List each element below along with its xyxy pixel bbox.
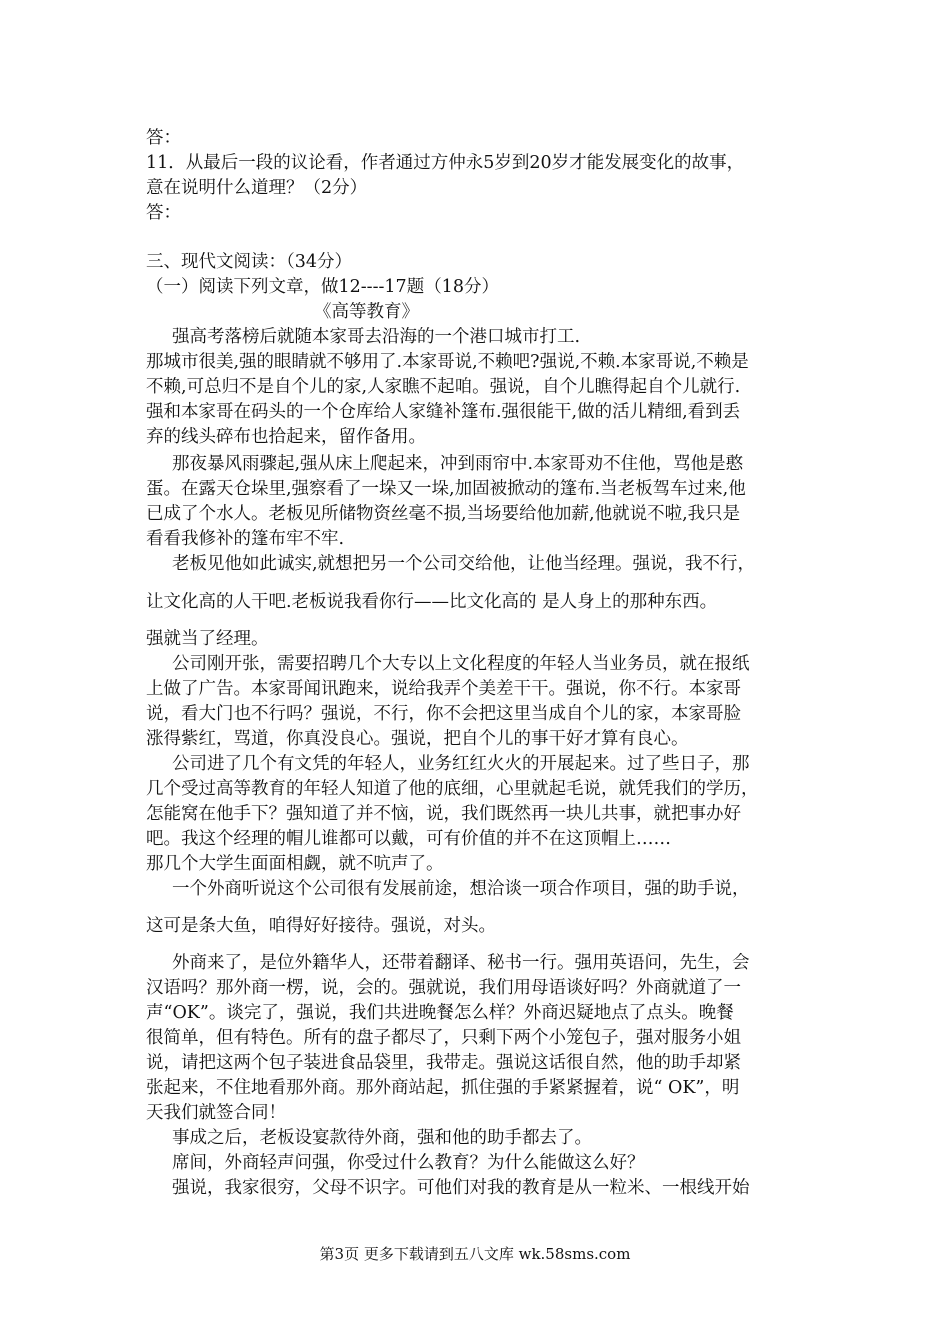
paragraph-line: 不赖,可总归不是自个儿的家,人家瞧不起咱。强说，自个儿瞧得起自个儿就行.	[146, 377, 741, 397]
paragraph-line: 这可是条大鱼，咱得好好接待。强说，对头。	[146, 916, 496, 936]
paragraph-line: 天我们就签合同！	[146, 1103, 286, 1123]
paragraph-line: 事成之后，老板设宴款待外商，强和他的助手都去了。	[172, 1128, 592, 1148]
question-11: 11．从最后一段的议论看，作者通过方仲永5岁到20岁才能发展变化的故事，	[146, 153, 745, 173]
paragraph-line: 强说，我家很穷，父母不识字。可他们对我的教育是从一粒米、一根线开始	[172, 1178, 750, 1198]
paragraph-line: 外商来了，是位外籍华人，还带着翻译、秘书一行。强用英语问，先生，会	[172, 953, 750, 973]
answer-line: 答：	[146, 128, 181, 148]
paragraph-line: 很简单，但有特色。所有的盘子都尽了，只剩下两个小笼包子，强对服务小姐	[146, 1028, 741, 1048]
page-footer: 第3页 更多下载请到五八文库 wk.58sms.com	[319, 1245, 631, 1263]
paragraph-line: 那城市很美,强的眼睛就不够用了.本家哥说,不赖吧?强说,不赖.本家哥说,不赖是	[146, 352, 749, 372]
paragraph-line: 席间，外商轻声问强，你受过什么教育？为什么能做这么好？	[172, 1153, 645, 1173]
paragraph-line: 几个受过高等教育的年轻人知道了他的底细，心里就起毛说，就凭我们的学历，	[146, 779, 759, 799]
paragraph-line: 涨得紫红，骂道，你真没良心。强说，把自个儿的事干好才算有良心。	[146, 729, 689, 749]
question-11-cont: 意在说明什么道理？（2分）	[146, 178, 368, 198]
paragraph-line: 弃的线头碎布也拾起来，留作备用。	[146, 427, 426, 447]
paragraph-line: 公司进了几个有文凭的年轻人，业务红红火火的开展起来。过了些日子，那	[172, 754, 750, 774]
paragraph-line: 声“OK”。谈完了，强说，我们共进晚餐怎么样？外商迟疑地点了点头。晚餐	[146, 1003, 734, 1023]
paragraph-line: 那几个大学生面面相觑，就不吭声了。	[146, 854, 444, 874]
paragraph-line: 让文化高的人干吧.老板说我看你行——比文化高的 是人身上的那种东西。	[146, 592, 718, 612]
section-heading: 三、现代文阅读：（34分）	[146, 252, 353, 272]
paragraph-line: 张起来，不住地看那外商。那外商站起，抓住强的手紧紧握着，说“ OK”，明	[146, 1078, 740, 1098]
paragraph-line: 说，请把这两个包子装进食品袋里，我带走。强说这话很自然，他的助手却紧	[146, 1053, 741, 1073]
paragraph-line: 强和本家哥在码头的一个仓库给人家缝补篷布.强很能干,做的活儿精细,看到丢	[146, 402, 741, 422]
paragraph-line: 已成了个水人。老板见所储物资丝毫不损,当场要给他加薪,他就说不啦,我只是	[146, 504, 741, 524]
paragraph-line: 公司刚开张，需要招聘几个大专以上文化程度的年轻人当业务员，就在报纸	[172, 654, 750, 674]
paragraph-line: 上做了广告。本家哥闻讯跑来，说给我弄个美差干干。强说，你不行。本家哥	[146, 679, 741, 699]
answer-line: 答：	[146, 203, 181, 223]
paragraph-line: 一个外商听说这个公司很有发展前途，想洽谈一项合作项目，强的助手说，	[172, 879, 750, 899]
paragraph-line: 那夜暴风雨骤起,强从床上爬起来，冲到雨帘中.本家哥劝不住他，骂他是憨	[172, 454, 744, 474]
paragraph-line: 强高考落榜后就随本家哥去沿海的一个港口城市打工.	[172, 327, 581, 347]
paragraph-line: 强就当了经理。	[146, 629, 269, 649]
paragraph-line: 看看我修补的篷布牢不牢.	[146, 529, 345, 549]
paragraph-line: 吧。我这个经理的帽儿谁都可以戴，可有价值的并不在这顶帽上……	[146, 829, 671, 849]
paragraph-line: 汉语吗？那外商一楞，说，会的。强就说，我们用母语谈好吗？外商就道了一	[146, 978, 741, 998]
article-title: 《高等教育》	[314, 302, 419, 322]
paragraph-line: 说，看大门也不行吗？强说，不行，你不会把这里当成自个儿的家，本家哥脸	[146, 704, 741, 724]
paragraph-line: 怎能窝在他手下？强知道了并不恼，说，我们既然再一块儿共事，就把事办好	[146, 804, 741, 824]
paragraph-line: 蛋。在露天仓垛里,强察看了一垛又一垛,加固被掀动的篷布.当老板驾车过来,他	[146, 479, 746, 499]
subsection-heading: （一）阅读下列文章，做12----17题（18分）	[146, 277, 499, 297]
paragraph-line: 老板见他如此诚实,就想把另一个公司交给他，让他当经理。强说，我不行，	[172, 554, 756, 574]
